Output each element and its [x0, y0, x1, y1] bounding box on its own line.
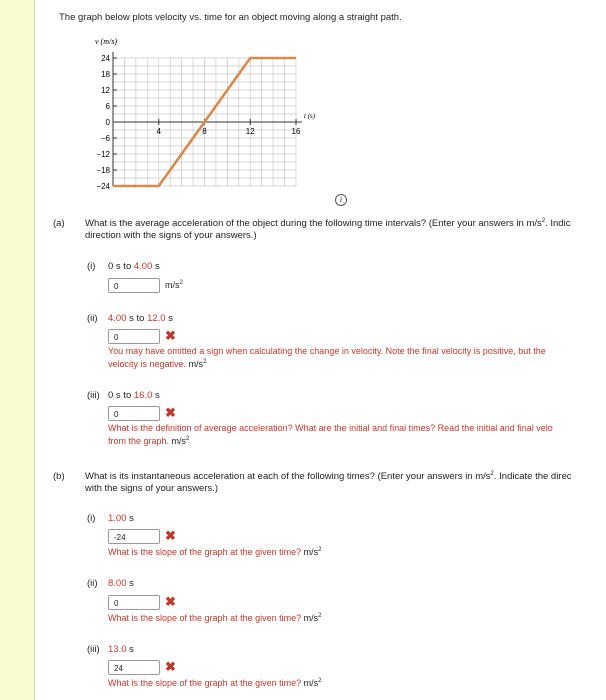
question-page	[34, 0, 606, 700]
a-ii-answer-input[interactable]: 0	[108, 329, 160, 344]
a-i-answer-input[interactable]: 0	[108, 278, 160, 293]
x-tick-label: 12	[245, 127, 255, 136]
b-iii-hint: What is the slope of the graph at the given time? $m/s^2$	[108, 678, 322, 688]
x-tick-label: 16	[291, 127, 301, 136]
part-b-question-line2: with the signs of your answers.)	[85, 483, 219, 494]
b-i-num: (i)	[87, 513, 96, 524]
y-tick-label: −12	[96, 150, 110, 159]
a-ii-hint-line2: velocity is negative. $m/s^2$	[108, 359, 207, 369]
part-a-label: (a)	[53, 218, 65, 229]
velocity-time-graph	[35, 30, 606, 230]
b-i-answer-input[interactable]: -24	[108, 529, 160, 544]
y-tick-label: 12	[101, 86, 110, 95]
a-i-num: (i)	[87, 261, 96, 272]
a-iii-answer-input[interactable]: 0	[108, 406, 160, 421]
b-ii-hint: What is the slope of the graph at the given time? $m/s^2$	[108, 613, 322, 623]
b-ii-wrong-icon: ✖	[165, 594, 176, 609]
b-i-hint: What is the slope of the graph at the given time? $m/s^2$	[108, 547, 322, 557]
part-a-question-line2: direction with the signs of your answers.)	[85, 230, 257, 241]
a-ii-hint-line1: You may have omitted a sign when calculating the change in velocity. Note the final velocity is positive, but the	[108, 346, 546, 356]
part-a-question: What is the average acceleration of the object during the following time intervals? (Enter your answers in $m/s^2$. Indic	[85, 218, 571, 230]
y-tick-label: 6	[105, 102, 110, 111]
b-i-wrong-icon: ✖	[165, 528, 176, 543]
b-ii-answer-input[interactable]: 0	[108, 595, 160, 610]
part-b-label: (b)	[53, 471, 65, 482]
b-iii-answer-input[interactable]: 24	[108, 660, 160, 675]
y-axis-label: v (m/s)	[95, 37, 117, 46]
b-ii-num: (ii)	[87, 578, 98, 589]
x-axis-label: t (s)	[304, 112, 316, 120]
b-iii-wrong-icon: ✖	[165, 659, 176, 674]
b-ii-time: 8.00 s	[108, 578, 134, 589]
b-iii-num: (iii)	[87, 644, 100, 655]
a-i-interval: 0 s to 4.00 s	[108, 261, 160, 272]
a-iii-wrong-icon: ✖	[165, 405, 176, 420]
y-tick-label: 18	[101, 70, 110, 79]
left-margin-stripe	[0, 0, 34, 700]
y-tick-label: −18	[96, 166, 110, 175]
a-iii-num: (iii)	[87, 390, 100, 401]
a-iii-hint-line1: What is the definition of average acceleration? What are the initial and final times? Read the initial and final velo	[108, 423, 553, 433]
y-tick-label: −6	[100, 134, 110, 143]
a-ii-interval: 4.00 s to 12.0 s	[108, 313, 173, 324]
info-icon[interactable]: i	[335, 194, 347, 206]
y-tick-label: 0	[105, 118, 110, 127]
a-iii-interval: 0 s to 16.0 s	[108, 390, 160, 401]
x-tick-label: 4	[156, 127, 161, 136]
y-tick-label: 24	[101, 54, 110, 63]
y-tick-label: −24	[96, 182, 110, 191]
b-i-time: 1.00 s	[108, 513, 134, 524]
a-ii-num: (ii)	[87, 313, 98, 324]
part-b-question: What is its instantaneous acceleration at each of the following times? (Enter your answers in $m/s^2$. Indicate the direc	[85, 471, 572, 483]
x-tick-label: 8	[202, 127, 207, 136]
a-i-unit: $m/s^2$	[165, 280, 183, 290]
intro-text: The graph below plots velocity vs. time for an object moving along a straight path.	[59, 12, 402, 23]
b-iii-time: 13.0 s	[108, 644, 134, 655]
a-iii-hint-line2: from the graph. $m/s^2$	[108, 436, 190, 446]
a-ii-wrong-icon: ✖	[165, 328, 176, 343]
